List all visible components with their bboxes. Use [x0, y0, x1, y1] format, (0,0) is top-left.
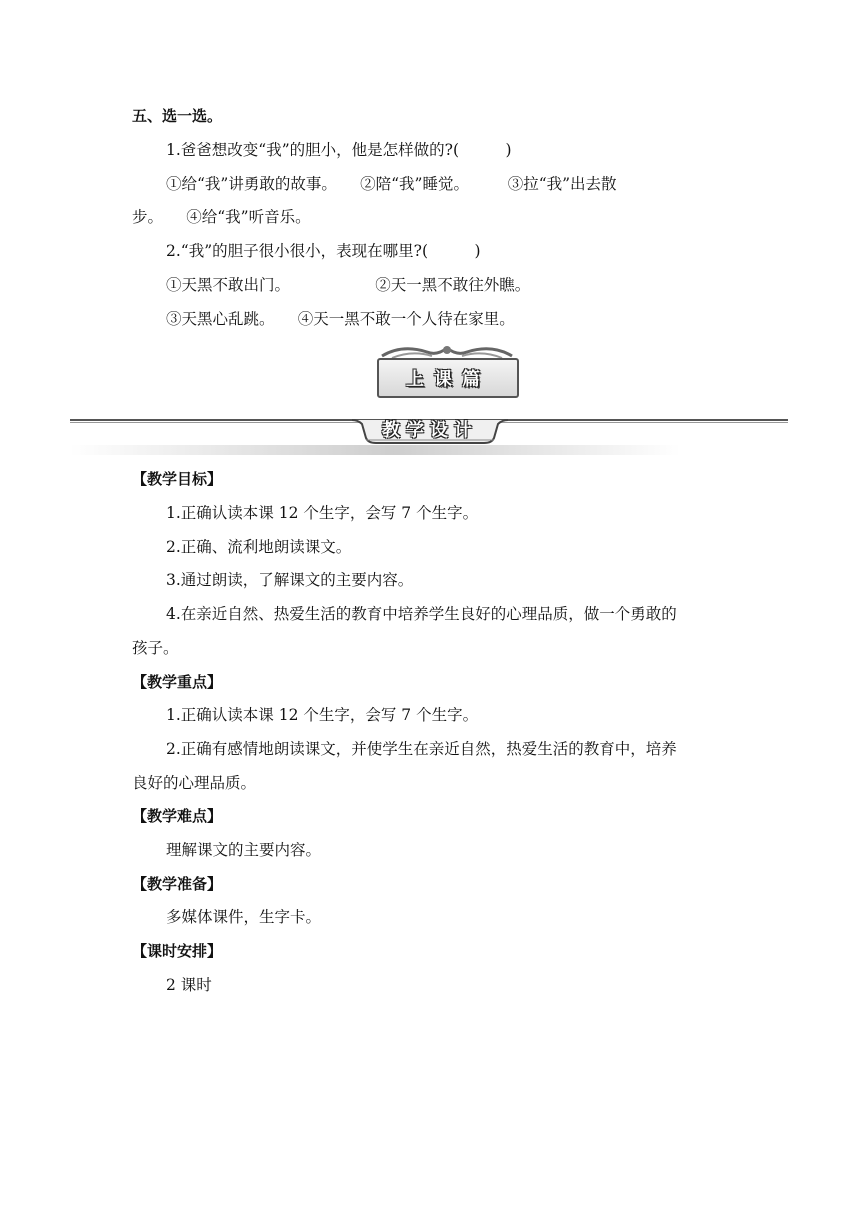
question-2-options-line-2: ③天黑心乱跳。 ④天一黑不敢一个人待在家里。: [166, 310, 515, 328]
key-points-heading: 【教学重点】: [132, 673, 223, 691]
question-1: 1.爸爸想改变“我”的胆小，他是怎样做的?( ): [166, 141, 512, 159]
difficulties-heading: 【教学难点】: [132, 807, 223, 825]
class-section-title-box: [377, 358, 519, 398]
key-point-item-continued: 良好的心理品质。: [132, 774, 257, 792]
section-heading-choose: 五、选一选。: [132, 107, 223, 125]
question-1-options-line-1: ①给“我”讲勇敢的故事。 ②陪“我”睡觉。 ③拉“我”出去散: [166, 175, 617, 193]
key-point-item: 2.正确有感情地朗读课文，并使学生在亲近自然，热爱生活的教育中，培养: [166, 740, 677, 758]
preparation-heading: 【教学准备】: [132, 875, 223, 893]
goals-heading: 【教学目标】: [132, 470, 223, 488]
goal-item: 2.正确、流利地朗读课文。: [166, 538, 352, 556]
schedule-text: 2 课时: [166, 976, 212, 994]
class-section-title: 上课篇: [406, 369, 490, 390]
question-2-options-line-1: ①天黑不敢出门。 ②天一黑不敢往外瞧。: [166, 276, 531, 294]
preparation-text: 多媒体课件，生字卡。: [166, 908, 322, 926]
question-2: 2.“我”的胆子很小很小，表现在哪里?( ): [166, 242, 481, 260]
teaching-design-title: 教学设计: [382, 420, 478, 441]
difficulty-text: 理解课文的主要内容。: [166, 841, 322, 859]
tab-shadow: [70, 445, 788, 455]
question-1-options-line-2: 步。 ④给“我”听音乐。: [132, 208, 311, 226]
goal-item: 4.在亲近自然、热爱生活的教育中培养学生良好的心理品质，做一个勇敢的: [166, 605, 677, 623]
goal-item-continued: 孩子。: [132, 639, 179, 657]
key-point-item: 1.正确认读本课 12 个生字，会写 7 个生字。: [166, 706, 479, 724]
goal-item: 1.正确认读本课 12 个生字，会写 7 个生字。: [166, 504, 479, 522]
class-section-banner: [372, 342, 522, 398]
schedule-heading: 【课时安排】: [132, 942, 223, 960]
goal-item: 3.通过朗读，了解课文的主要内容。: [166, 571, 414, 589]
teaching-design-tab: [350, 410, 510, 444]
